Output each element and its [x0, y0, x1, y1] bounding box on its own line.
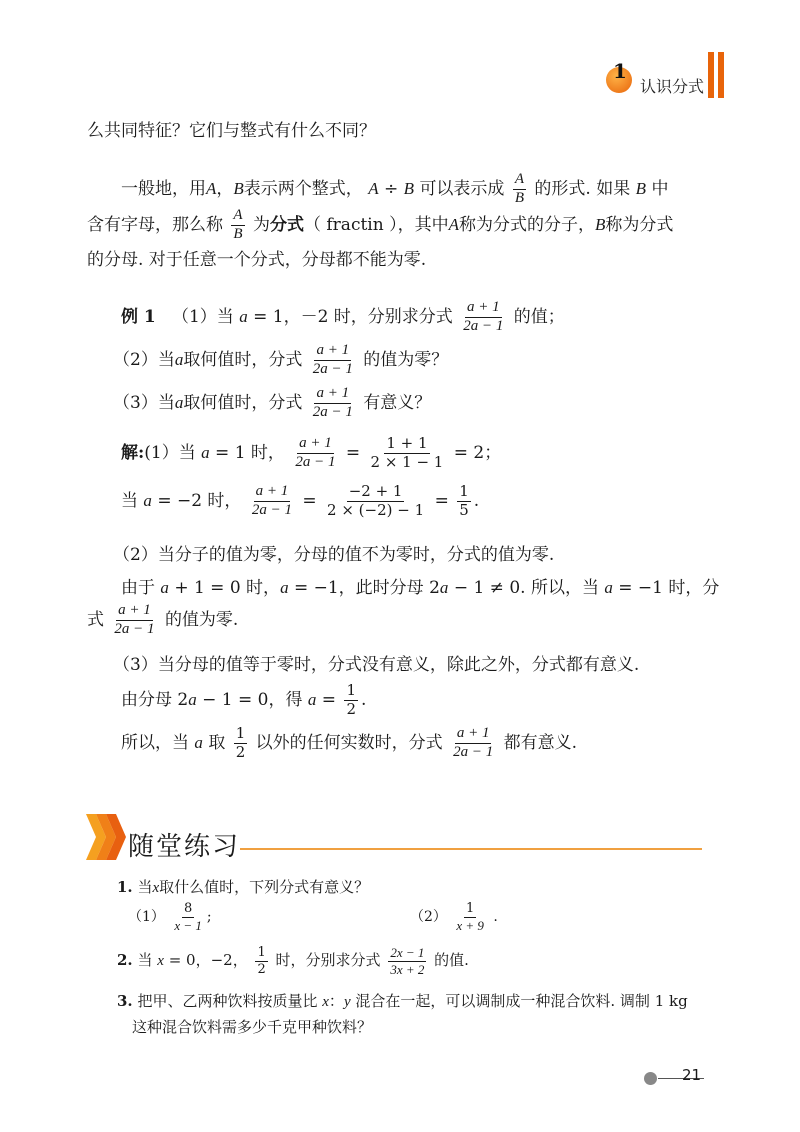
practice-item-3: 3. 把甲、乙两种饮料按质量比 x：y 混合在一起，可以调制成一种混合饮料. 调制 1 kg: [117, 992, 688, 1010]
practice-item-1-part-1: （1） $\frac{8}{x - 1}$ ;: [128, 901, 212, 933]
practice-divider: [240, 848, 702, 850]
solution-line-6: （3）当分母的值等于零时，分式没有意义，除此之外，分式都有意义.: [113, 655, 640, 675]
fraction-A-over-B-2: $\frac{A}{B}$: [233, 207, 243, 242]
solution-line-4: 由于 a + 1 = 0 时，a = −1，此时分母 2a − 1 ≠ 0. 所以，当 a = −1 时，分: [121, 578, 720, 598]
chapter-number: 1: [613, 59, 627, 83]
fraction-A-over-B: $\frac{A}{B}$: [514, 171, 525, 206]
practice-item-1: 1. 当x取什么值时，下列分式有意义？: [117, 878, 370, 896]
solution-line-7: 由分母 2a − 1 = 0，得 a = $\frac{1}{2}$ .: [121, 681, 367, 718]
page-number: 21: [682, 1066, 702, 1084]
intro-line: 么共同特征？它们与整式有什么不同？: [87, 121, 376, 141]
example-q2: （2）当a取何值时，分式 $\frac{a + 1}{2a - 1}$ 的值为零？: [113, 342, 449, 377]
term-fraction: 分式: [269, 214, 304, 235]
practice-item-3-line-2: 这种混合饮料需多少千克甲种饮料？: [132, 1018, 373, 1036]
practice-title: 随堂练习: [128, 832, 241, 862]
definition-line-1: 一般地，用A，B表示两个整式， A ÷ B 可以表示成 $\frac{A}{B}$ 的形式. 如果 B 中: [121, 171, 669, 206]
solution-line-2: 当 a = −2 时， $\frac{a + 1}{2a - 1}$ = $\frac{-2 + 1}{2 \times (-2) - 1}$ = $\frac{1}{5}$ .: [121, 482, 480, 519]
header-bar-left: [708, 52, 714, 98]
example-label: 例 1: [121, 306, 156, 327]
footer-dot-icon: [644, 1072, 657, 1085]
chevron-arrows-icon: [86, 814, 126, 860]
example-q3: （3）当a取何值时，分式 $\frac{a + 1}{2a - 1}$ 有意义？: [113, 385, 432, 420]
definition-line-3: 的分母. 对于任意一个分式，分母都不能为零.: [87, 250, 427, 270]
solution-line-1: 解:(1）当 a = 1 时， $\frac{a + 1}{2a - 1}$ = $\frac{1 + 1}{2 \times 1 - 1}$ = 2；: [121, 434, 502, 471]
example-fraction: $\frac{a + 1}{2a - 1}$: [463, 299, 504, 334]
solution-line-5: 式 $\frac{a + 1}{2a - 1}$ 的值为零.: [87, 602, 239, 637]
solution-line-8: 所以，当 a 取 $\frac{1}{2}$ 以外的任何实数时，分式 $\frac{a + 1}{2a - 1}$ 都有意义.: [121, 724, 578, 761]
solution-label: 解:: [121, 442, 145, 463]
header-bar-right: [718, 52, 724, 98]
chapter-title: 认识分式: [640, 77, 705, 96]
solution-line-3: （2）当分子的值为零，分母的值不为零时，分式的值为零.: [113, 545, 555, 565]
practice-item-2: 2. 当 x = 0，−2， $\frac{1}{2}$ 时，分别求分式 $\frac{2x - 1}{3x + 2}$ 的值.: [117, 945, 469, 977]
example-q1: 例 1 （1）当 a = 1，－2 时，分别求分式 $\frac{a + 1}{2a - 1}$ 的值；: [121, 299, 565, 334]
definition-line-2: 含有字母，那么称 $\frac{A}{B}$ 为分式（ fractin ），其中A称为分式的分子，B称为分式: [87, 207, 674, 242]
practice-item-1-part-2: （2） $\frac{1}{x + 9}$ .: [410, 901, 498, 933]
